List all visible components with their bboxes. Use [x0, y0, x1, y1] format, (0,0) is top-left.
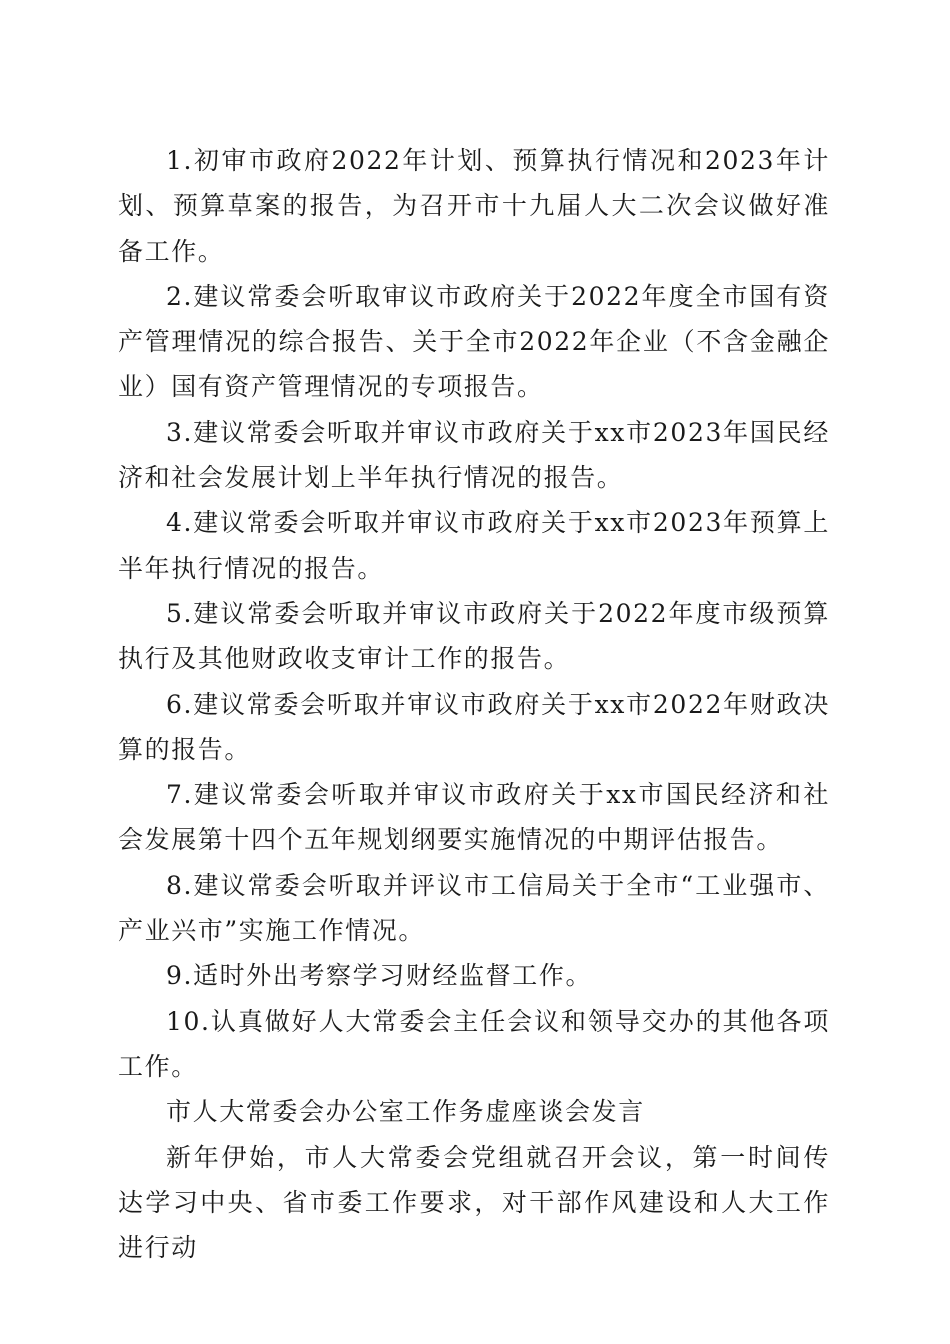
paragraph-item-2: 2.建议常委会听取审议市政府关于2022年度全市国有资产管理情况的综合报告、关于全市2022年企业（不含金融企业）国有资产管理情况的专项报告。 — [118, 281, 830, 402]
paragraph-item-1: 1.初审市政府2022年计划、预算执行情况和2023年计划、预算草案的报告，为召开市十九届人大二次会议做好准备工作。 — [118, 146, 830, 266]
body-paragraph: 新年伊始，市人大常委会党组就召开会议，第一时间传达学习中央、省市委工作要求，对干部作风建设和人大工作进行动 — [118, 1142, 830, 1263]
paragraph-item-7: 7.建议常委会听取并审议市政府关于xx市国民经济和社会发展第十四个五年规划纲要实施情况的中期评估报告。 — [118, 780, 830, 855]
paragraph-item-5: 5.建议常委会听取并审议市政府关于2022年度市级预算执行及其他财政收支审计工作的报告。 — [118, 598, 830, 674]
paragraph-item-8: 8.建议常委会听取并评议市工信局关于全市“工业强市、产业兴市”实施工作情况。 — [118, 870, 830, 946]
paragraph-item-10: 10.认真做好人大常委会主任会议和领导交办的其他各项工作。 — [118, 1006, 830, 1081]
paragraph-item-3: 3.建议常委会听取并审议市政府关于xx市2023年国民经济和社会发展计划上半年执行情况的报告。 — [118, 417, 830, 493]
section-heading: 市人大常委会办公室工作务虚座谈会发言 — [166, 1097, 645, 1127]
paragraph-item-6: 6.建议常委会听取并审议市政府关于xx市2022年财政决算的报告。 — [118, 689, 830, 764]
paragraph-item-4: 4.建议常委会听取并审议市政府关于xx市2023年预算上半年执行情况的报告。 — [118, 508, 830, 583]
paragraph-item-9: 9.适时外出考察学习财经监督工作。 — [166, 961, 593, 991]
document-body — [118, 138, 830, 1270]
